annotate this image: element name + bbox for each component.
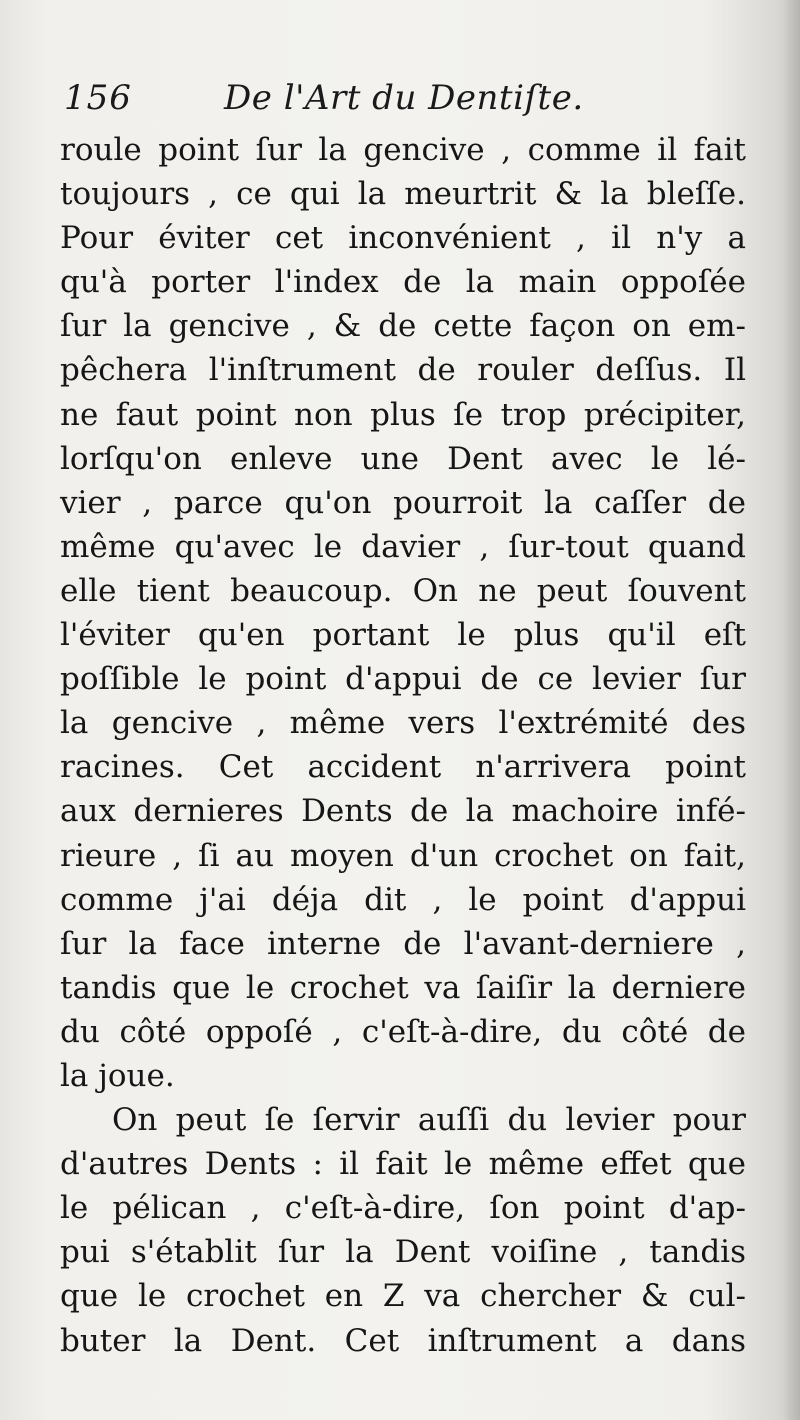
- text-line: d'autres Dents : il fait le même effet que: [60, 1146, 746, 1183]
- text-line: la gencive , même vers l'extrémité des: [60, 705, 746, 742]
- body-text: [60, 128, 746, 1363]
- paragraph-first-line: On peut ſe ſervir auſſi du levier pour: [112, 1102, 746, 1139]
- text-line: lorſqu'on enleve une Dent avec le lé-: [60, 440, 746, 477]
- text-line: Pour éviter cet inconvénient , il n'y a: [60, 220, 746, 257]
- text-line: poſſible le point d'appui de ce levier ſur: [60, 661, 746, 698]
- text-line: roule point ſur la gencive , comme il fait: [60, 132, 746, 168]
- text-line: racines. Cet accident n'arrivera point: [60, 749, 746, 786]
- text-line: elle tient beaucoup. On ne peut ſouvent: [60, 572, 746, 609]
- text-line: aux dernieres Dents de la machoire infé-: [60, 793, 746, 830]
- text-line: même qu'avec le davier , ſur-tout quand: [60, 528, 746, 565]
- page-edge-shadow: [782, 0, 800, 1420]
- text-line: ſur la gencive , & de cette façon on em-: [60, 308, 746, 345]
- text-line: que le crochet en Z va chercher & cul-: [60, 1278, 746, 1315]
- text-line: tandis que le crochet va ſaiſir la derniere: [60, 969, 746, 1006]
- text-line: pêchera l'inſtrument de rouler deſſus. Il: [60, 352, 746, 389]
- text-line: l'éviter qu'en portant le plus qu'il eſt: [60, 617, 746, 654]
- text-line: toujours , ce qui la meurtrit & la bleſſe.: [60, 176, 746, 213]
- text-line: buter la Dent. Cet inſtrument a dans: [60, 1322, 746, 1359]
- page-number: 156: [64, 78, 132, 118]
- text-line: ſur la face interne de l'avant-derniere ,: [60, 925, 746, 962]
- text-line: rieure , ſi au moyen d'un crochet on fait,: [60, 837, 746, 874]
- text-line: qu'à porter l'index de la main oppoſée: [60, 264, 746, 301]
- running-title: De l'Art du Dentiſte.: [224, 78, 584, 118]
- text-line: vier , parce qu'on pourroit la caſſer de: [60, 484, 746, 521]
- text-line: ne faut point non plus ſe trop précipiter,: [60, 396, 746, 433]
- text-line: le pélican , c'eſt-à-dire, ſon point d'ap-: [60, 1190, 746, 1227]
- text-line: la joue.: [60, 1057, 175, 1094]
- text-line: comme j'ai déja dit , le point d'appui: [60, 881, 746, 918]
- text-line: du côté oppoſé , c'eſt-à-dire, du côté de: [60, 1013, 746, 1050]
- text-line: pui s'établit ſur la Dent voiſine , tandis: [60, 1234, 746, 1271]
- page-header: [58, 78, 748, 128]
